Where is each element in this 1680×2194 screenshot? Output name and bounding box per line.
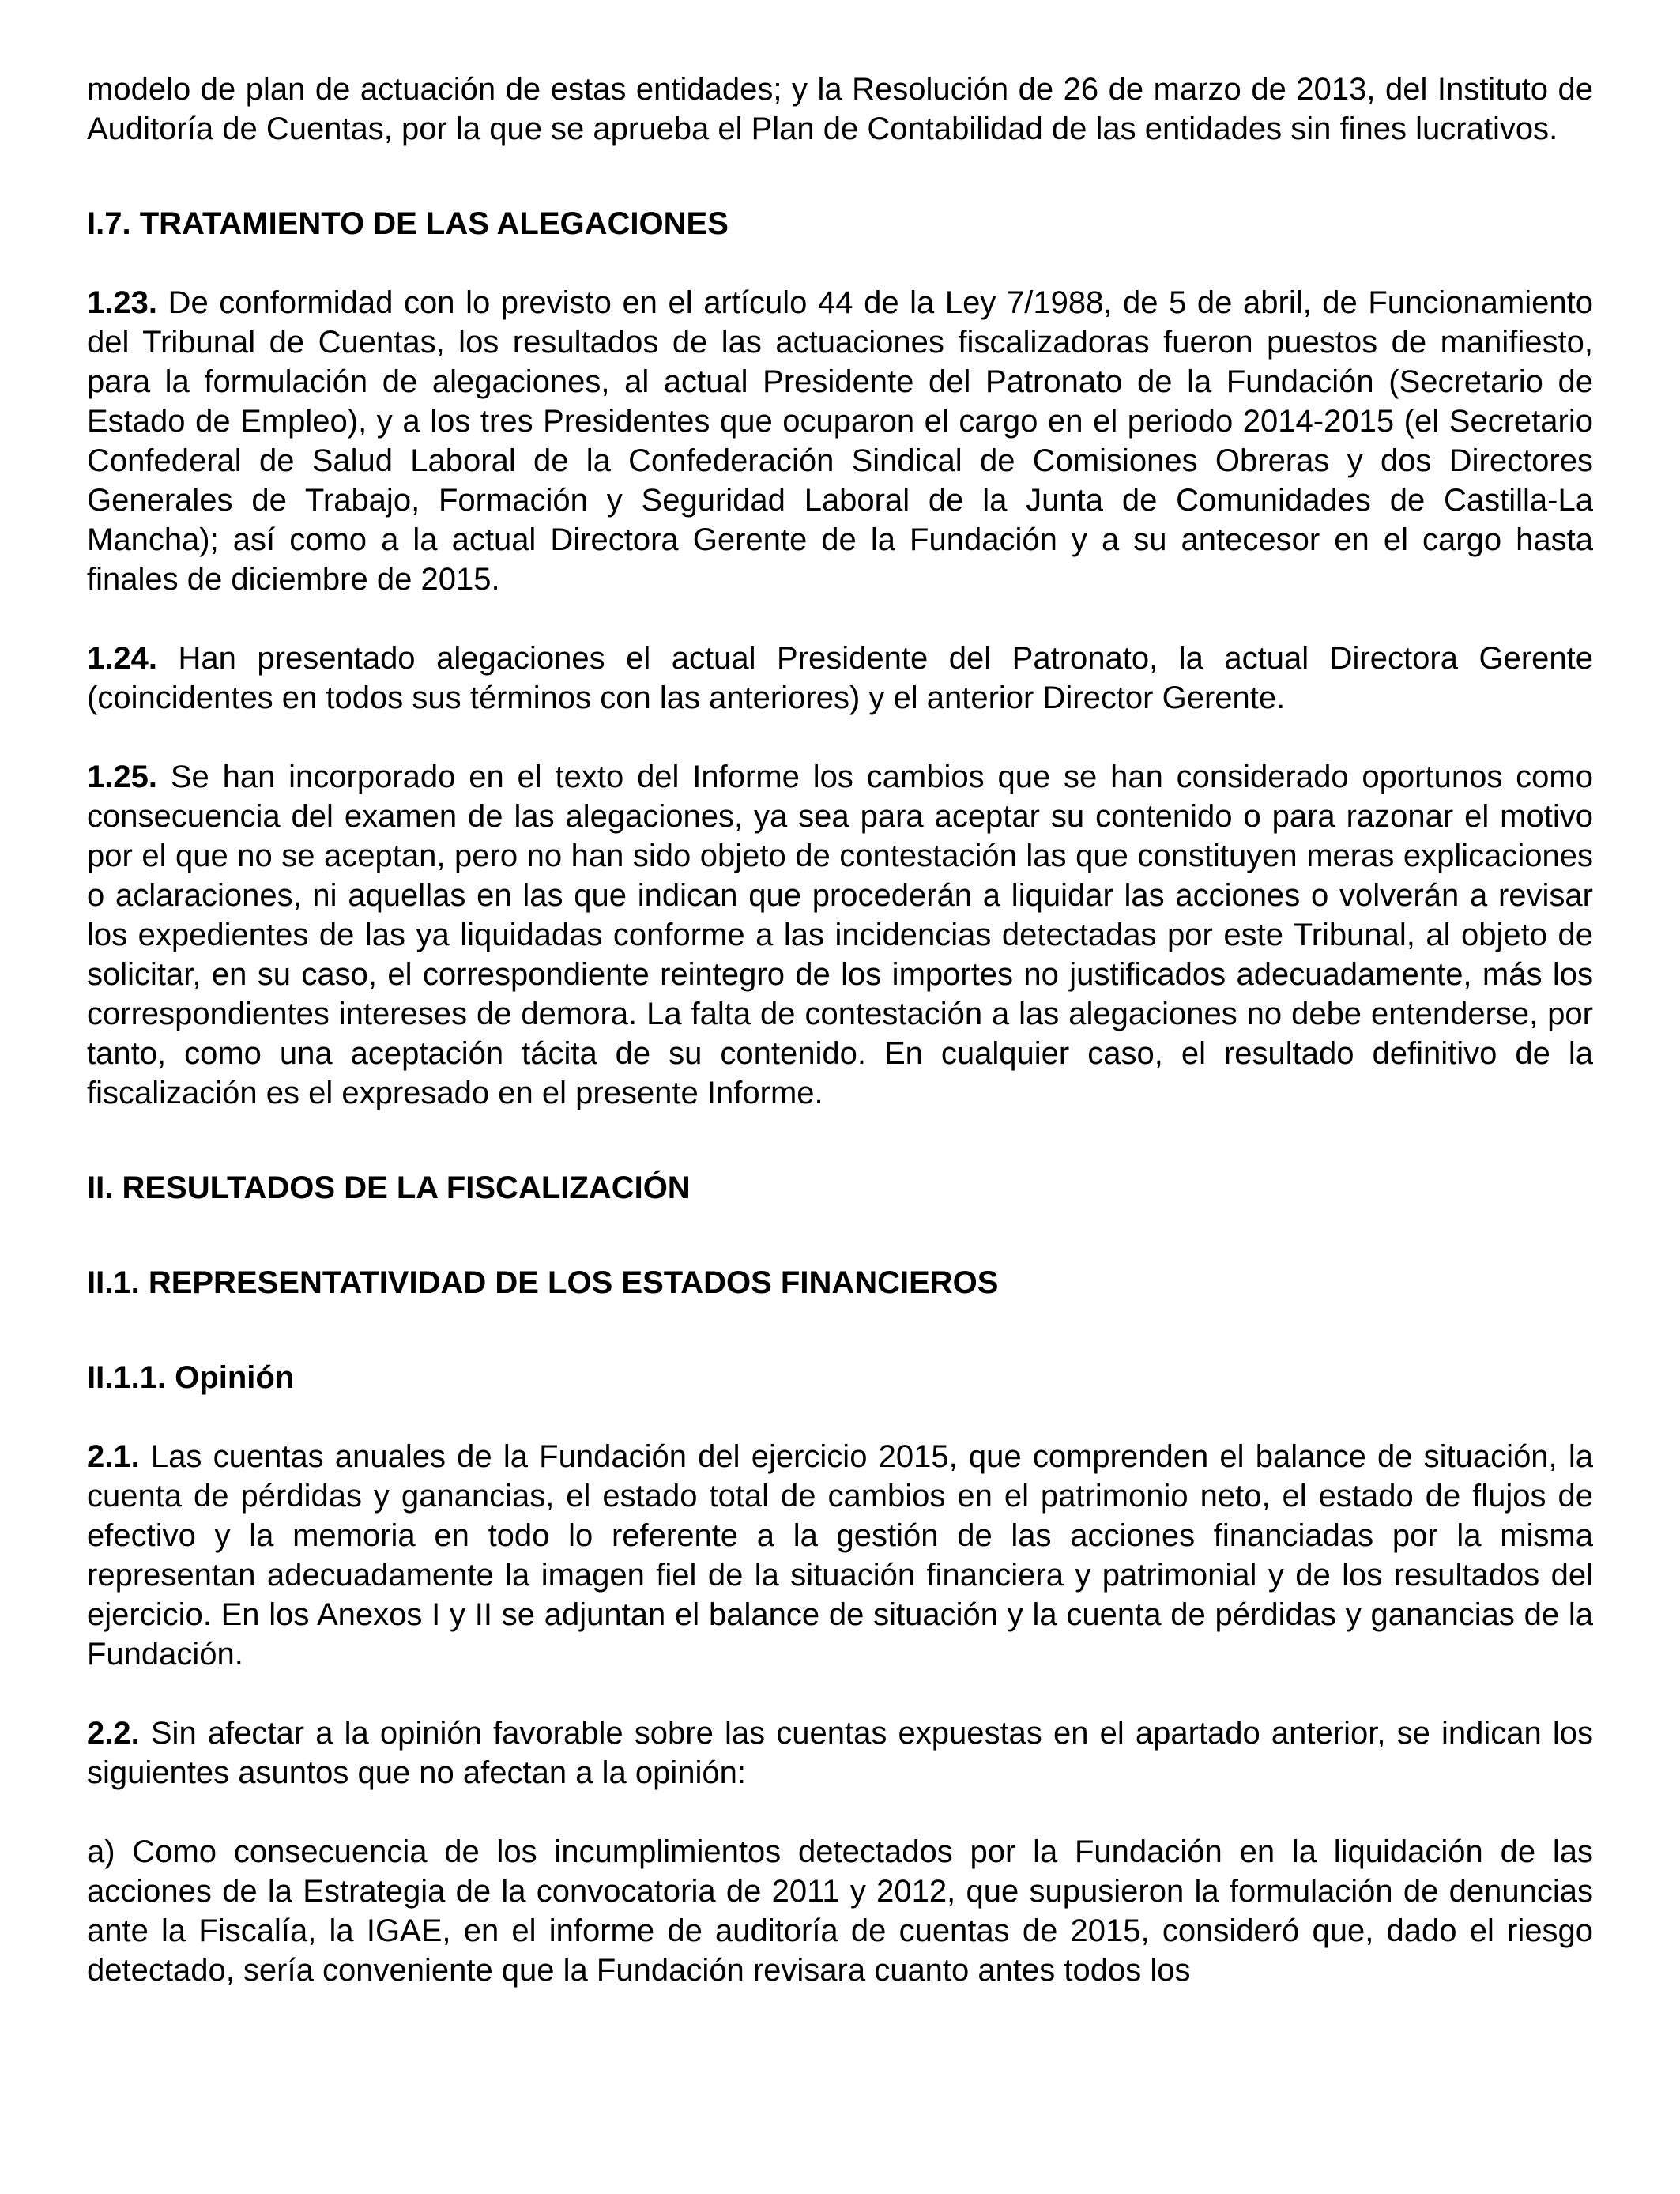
paragraph-text: Han presentado alegaciones el actual Presidente del Patronato, la actual Directora Gerente (coincidentes en todos sus términos con las anteriores) y el anterior Director Gerente. [87,641,1593,715]
paragraph-2-2 [87,1713,1593,1793]
document-page [87,70,1593,1990]
paragraph-text: Las cuentas anuales de la Fundación del ejercicio 2015, que comprenden el balance de situación, la cuenta de pérdidas y ganancias, el estado total de cambios en el patrimonio neto, el estado de flujos de efectivo y la memoria en todo lo referente a la gestión de las acciones financiadas por la misma representan adecuadamente la imagen fiel de la situación financiera y patrimonial y de los resultados del ejercicio. En los Anexos I y II se adjuntan el balance de situación y la cuenta de pérdidas y ganancias de la Fundación. [87,1439,1593,1672]
paragraph-number: 1.23. [87,285,157,320]
heading-ii: II. RESULTADOS DE LA FISCALIZACIÓN [87,1171,691,1205]
paragraph-text: Se han incorporado en el texto del Informe los cambios que se han considerado oportunos como consecuencia del examen de las alegaciones, ya sea para aceptar su contenido o para razonar el motivo por el que no se aceptan, pero no han sido objeto de contestación las que constituyen meras explicaciones o aclaraciones, ni aquellas en las que indican que procederán a liquidar las acciones o volverán a revisar los expedientes de las ya liquidadas conforme a las incidencias detectadas por este Tribunal, al objeto de solicitar, en su caso, el correspondiente reintegro de los importes no justificados adecuadamente, más los correspondientes intereses de demora. La falta de contestación a las alegaciones no debe entenderse, por tanto, como una aceptación tácita de su contenido. En cualquier caso, el resultado definitivo de la fiscalización es el expresado en el presente Informe. [87,760,1593,1110]
paragraph-1-24 [87,639,1593,718]
list-item-a: a) Como consecuencia de los incumplimientos detectados por la Fundación en la liquidación de las acciones de la Estrategia de la convocatoria de 2011 y 2012, que supusieron la formulación de denuncias ante la Fiscalía, la IGAE, en el informe de auditoría de cuentas de 2015, consideró que, dado el riesgo detectado, sería conveniente que la Fundación revisara cuanto antes todos los [87,1834,1593,1988]
paragraph-text: Sin afectar a la opinión favorable sobre las cuentas expuestas en el apartado anterior, se indican los siguientes asuntos que no afectan a la opinión: [87,1716,1593,1790]
paragraph-2-1 [87,1437,1593,1674]
heading-ii-1-1: II.1.1. Opinión [87,1360,295,1395]
paragraph-text: De conformidad con lo previsto en el artículo 44 de la Ley 7/1988, de 5 de abril, de Funcionamiento del Tribunal de Cuentas, los resultados de las actuaciones fiscalizadoras fueron puestos de manifiesto, para la formulación de alegaciones, al actual Presidente del Patronato de la Fundación (Secretario de Estado de Empleo), y a los tres Presidentes que ocuparon el cargo en el periodo 2014-2015 (el Secretario Confederal de Salud Laboral de la Confederación Sindical de Comisiones Obreras y dos Directores Generales de Trabajo, Formación y Seguridad Laboral de la Junta de Comunidades de Castilla-La Mancha); así como a la actual Directora Gerente de la Fundación y a su antecesor en el cargo hasta finales de diciembre de 2015. [87,285,1593,597]
heading-i7: I.7. TRATAMIENTO DE LAS ALEGACIONES [87,206,729,241]
paragraph-number: 2.2. [87,1716,140,1751]
intro-paragraph: modelo de plan de actuación de estas entidades; y la Resolución de 26 de marzo de 2013, del Instituto de Auditoría de Cuentas, por la que se aprueba el Plan de Contabilidad de las entidades sin fines lucrativos. [87,72,1593,146]
heading-ii-1: II.1. REPRESENTATIVIDAD DE LOS ESTADOS FINANCIEROS [87,1265,999,1300]
paragraph-1-25 [87,757,1593,1113]
paragraph-1-23 [87,283,1593,599]
paragraph-number: 1.24. [87,641,157,676]
paragraph-number: 2.1. [87,1439,140,1474]
paragraph-number: 1.25. [87,760,157,794]
